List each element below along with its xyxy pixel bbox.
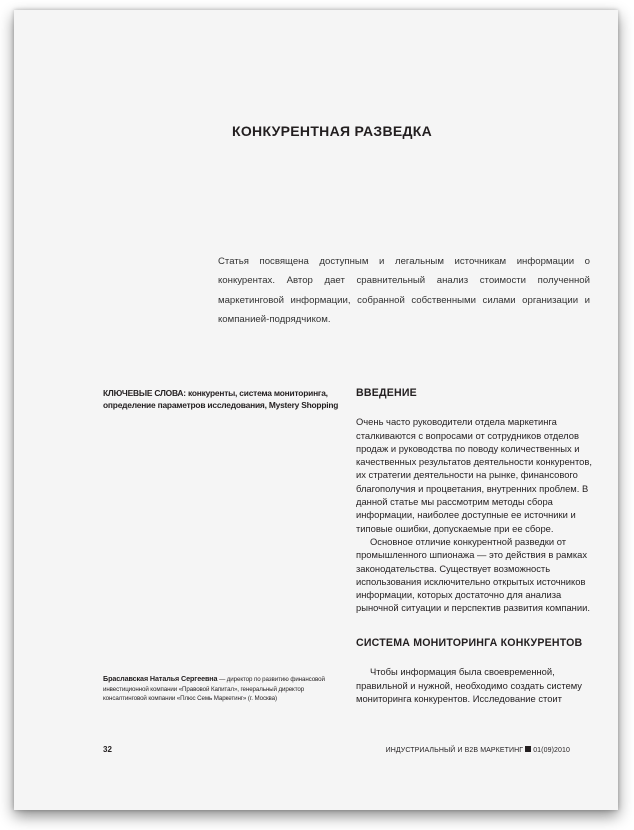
magazine-page: [14, 10, 618, 810]
section-heading-monitoring: СИСТЕМА МОНИТОРИНГА КОНКУРЕНТОВ: [356, 637, 583, 649]
author-description: — директор по развитию финансовой инвестиционной компании «Правовой Капитал», генеральный директор консалтинговой компании «Плюс Семь Маркетинг» (г. Москва): [103, 676, 325, 703]
running-footer: [386, 746, 570, 754]
article-abstract: Статья посвящена доступным и легальным источникам информации о конкурентах. Автор дает сравнительный анализ стоимости полученной маркетинговой информации, собранной собственными силами организации и компанией-подрядчиком.: [218, 256, 590, 325]
keywords-label: КЛЮЧЕВЫЕ СЛОВА:: [103, 388, 186, 398]
issue-number: 01(09)2010: [533, 747, 570, 754]
journal-name: ИНДУСТРИАЛЬНЫЙ И B2B МАРКЕТИНГ: [385, 747, 524, 754]
author-info: [103, 674, 343, 704]
author-name: Браславская Наталья Сергеевна: [103, 674, 218, 683]
keywords-block: [103, 388, 339, 411]
square-bullet-icon: [525, 746, 531, 752]
page-number: 32: [103, 745, 112, 754]
intro-paragraph-1: Очень часто руководители отдела маркетинга сталкиваются с вопросами от сотрудников отделов продаж и руководства по поводу количественных и качественных результатов деятельности конкурентов, их стратегии деятельности на рынке, финансового благополучия и процветания, внутренних проблем. В данной статье мы рассмотрим методы сбора информации, наиболее доступные ее источники и типовые ошибки, допускаемые при ее сборе.: [356, 416, 592, 534]
monitoring-paragraph-1: Чтобы информация была своевременной, правильной и нужной, необходимо создать систему мониторинга конкурентов. Исследование стоит: [356, 666, 582, 704]
article-title: КОНКУРЕНТНАЯ РАЗВЕДКА: [232, 123, 433, 139]
keywords-text: конкуренты, система мониторинга, определение параметров исследования, Mystery Shopping: [103, 388, 339, 410]
intro-paragraph-2: Основное отличие конкурентной разведки от промышленного шпионажа — это действия в рамках законодательства. Существует возможность использования исключительно открытых источников информации, которых достаточно для анализа рыночной ситуации и перспектив развития компании.: [356, 535, 590, 614]
section-heading-introduction: ВВЕДЕНИЕ: [356, 387, 417, 399]
section-monitoring: [356, 637, 600, 705]
section-introduction: [356, 387, 600, 615]
